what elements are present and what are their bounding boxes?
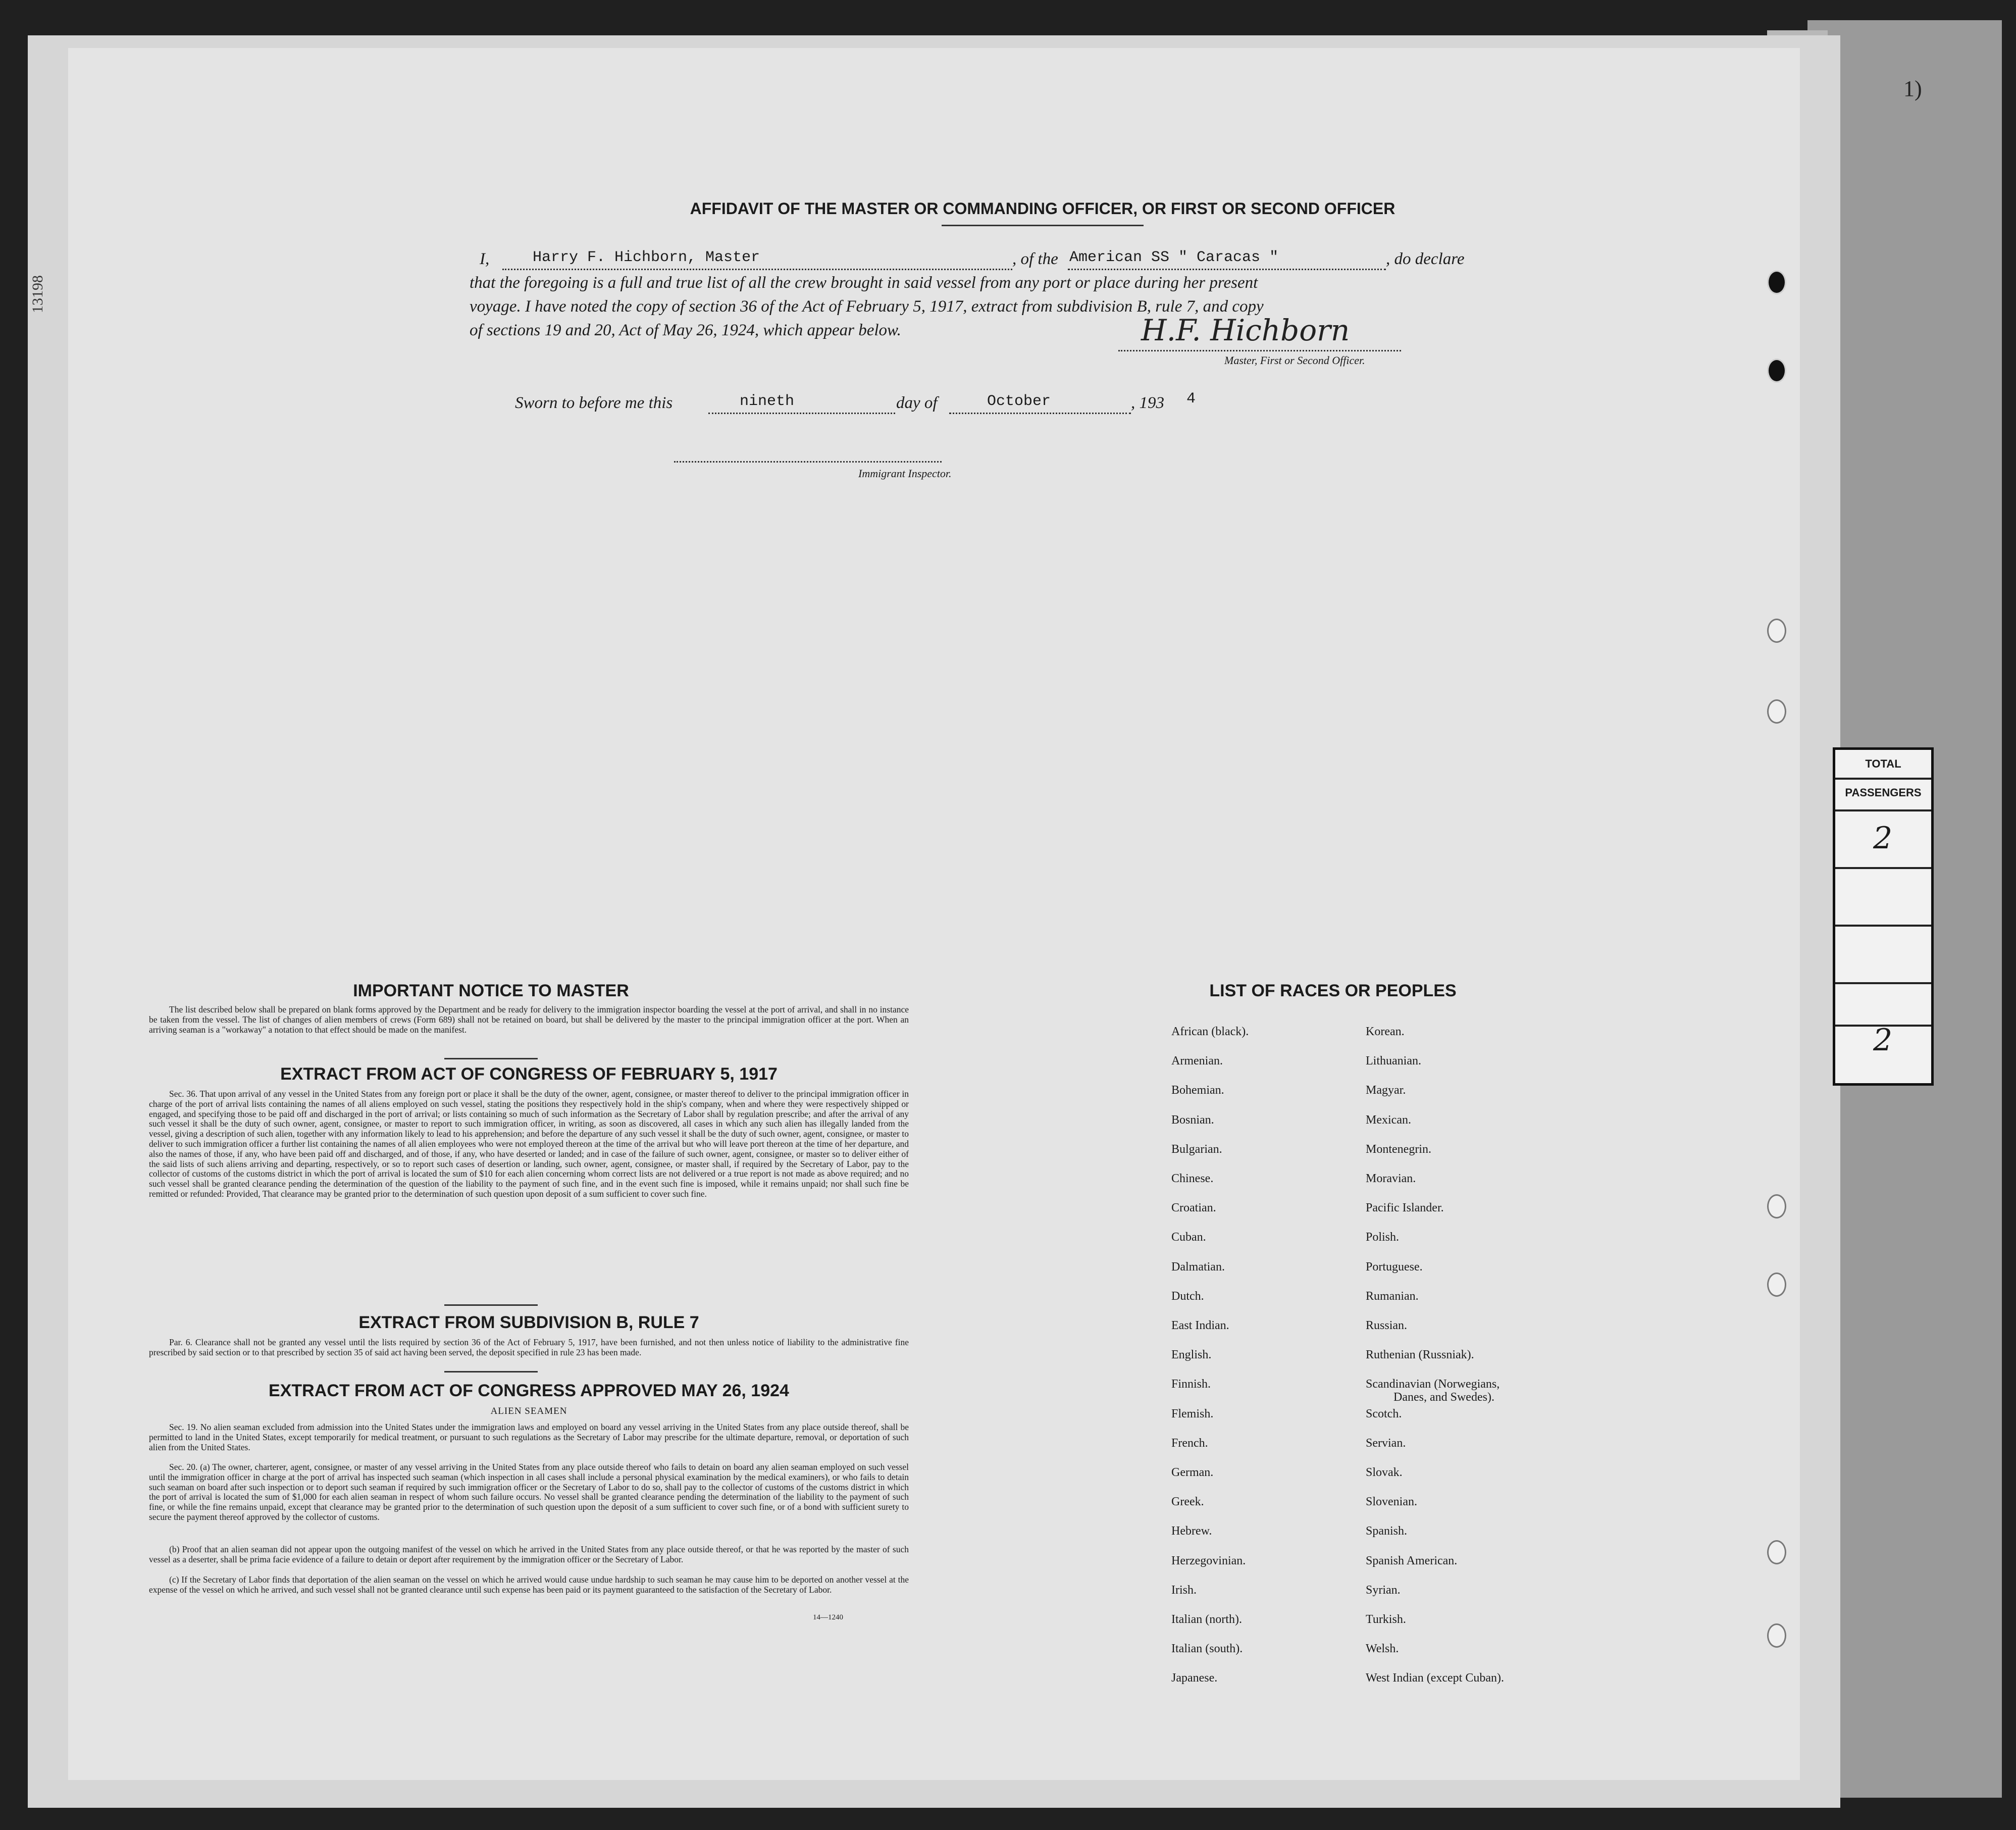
punch-hole (1767, 1194, 1786, 1218)
sworn-prefix: Sworn to before me this (515, 394, 673, 412)
race-item: Pacific Islander. (1366, 1201, 1444, 1215)
affidavit-line-3: voyage. I have noted the copy of section 36 of the Act of February 5, 1917, extract from subdivision B, rule 7, and copy (470, 297, 1264, 316)
affidavit-sheet (68, 48, 1800, 1780)
punch-hole (1767, 359, 1786, 383)
race-item: Scotch. (1366, 1407, 1402, 1420)
sworn-day: nineth (740, 393, 795, 410)
punch-hole (1767, 1623, 1786, 1648)
race-item: Spanish American. (1366, 1554, 1458, 1567)
day-line (708, 413, 895, 414)
do-declare-text: , do declare (1386, 250, 1465, 268)
race-item: West Indian (except Cuban). (1366, 1671, 1504, 1685)
section-rule (444, 1058, 538, 1059)
race-item: Servian. (1366, 1436, 1406, 1450)
race-item: Slovak. (1366, 1466, 1403, 1479)
race-item: African (black). (1171, 1025, 1249, 1038)
race-item: Finnish. (1171, 1378, 1211, 1391)
race-item: Greek. (1171, 1495, 1204, 1509)
of-the-text: , of the (1012, 250, 1058, 268)
race-item: Montenegrin. (1366, 1142, 1431, 1156)
race-item: Welsh. (1366, 1642, 1399, 1656)
race-item: French. (1171, 1436, 1208, 1450)
form-number: 14—1240 (813, 1613, 843, 1621)
stamp-label-passengers: PASSENGERS (1845, 786, 1922, 799)
title-rule (942, 225, 1144, 226)
race-item: Croatian. (1171, 1201, 1216, 1215)
notice-heading: IMPORTANT NOTICE TO MASTER (353, 981, 629, 1000)
stamp-value-top: 2 (1873, 821, 1893, 856)
punch-hole (1767, 619, 1786, 643)
race-item: Bosnian. (1171, 1113, 1214, 1127)
sec20b-text: (b) Proof that an alien seaman did not appear upon the outgoing manifest of the vessel on which he arrived in the United States from any place outside thereof, or that he was reported by the master of such vessel as a deserter, shall be prima facie evidence of a failure to detain or deport after requirement by the immigration officer or the Secretary of Labor. (149, 1544, 909, 1564)
race-item: Armenian. (1171, 1054, 1223, 1068)
race-item: Italian (north). (1171, 1613, 1242, 1626)
race-item: Magyar. (1366, 1084, 1406, 1097)
race-item: East Indian. (1171, 1319, 1229, 1332)
alien-seamen-subheading: ALIEN SEAMEN (490, 1406, 567, 1416)
month-line (949, 413, 1131, 414)
margin-stamp: 13198 (29, 275, 46, 313)
race-item: Syrian. (1366, 1583, 1401, 1597)
punch-hole (1767, 270, 1786, 294)
vessel-line (1068, 269, 1386, 270)
inspector-line (674, 461, 942, 463)
race-item: Slovenian. (1366, 1495, 1417, 1509)
extract-1924-heading: EXTRACT FROM ACT OF CONGRESS APPROVED MAY 26, 1924 (269, 1381, 789, 1400)
race-item: Korean. (1366, 1025, 1405, 1038)
extract-1917-heading: EXTRACT FROM ACT OF CONGRESS OF FEBRUARY 5, 1917 (280, 1064, 778, 1084)
punch-hole (1767, 1540, 1786, 1564)
race-item: Spanish. (1366, 1524, 1408, 1538)
total-passengers-stamp (1833, 747, 1934, 1086)
extract-1917-text: Sec. 36. That upon arrival of any vessel in the United States from any foreign port or place it shall be the duty of the owner, agent, consignee, or master thereof to deliver to the principal immigration officer in charge of the port of arrival lists containing the names of all aliens employed on such vessel, stating the positions they respectively hold in the ship's company, when and where they were respectively shipped or engaged, and specifying those to be paid off and discharged in the port of arrival; or lists containing so much of such information as the Secretary of Labor shall by regulation prescribe; and after the arrival of any such vessel it shall be the duty of such owner, agent, consignee, or master to report to such immigration officer, in writing, as soon as discovered, all cases in which any such alien has illegally landed from the vessel, giving a description of such alien, together with any information likely to lead to his apprehension; and before the departure of any such vessel it shall be the duty of such owner, agent, consignee, or master to deliver to such immigration officer a further list containing the names of all alien employees who were not employed thereon at the time of the arrival but who will leave port thereon at the time of her departure, and also the names of those, if any, who have been paid off and discharged, and of those, if any, who have deserted or landed; and in case of the failure of such owner, agent, consignee, or master so to deliver either of the said lists of such aliens arriving and departing, respectively, or so to report such cases of desertion or landing, such owner, agent, consignee, or master shall, if required by the Secretary of Labor, pay to the collector of customs of the customs district in which the port of arrival is located the sum of $10 for each alien concerning whom correct lists are not delivered or a true report is not made as above required; and no such vessel shall be granted clearance pending the determination of the question of the liability to the payment of such fine, and in the event such fine is imposed, while it remains unpaid; nor shall such fine be remitted or refunded: Provided, That clearance may be granted prior to the determination of such question upon deposit of a sum sufficient to cover such fine. (149, 1089, 909, 1199)
race-item: Hebrew. (1171, 1524, 1212, 1538)
sec20c-text: (c) If the Secretary of Labor finds that deportation of the alien seaman on the vessel on which he arrived would cause undue hardship to such seaman he may cause him to be deported on another vessel at the expense of the vessel on which he arrived, and such vessel shall not be granted clearance until such expense has been paid or its payment guaranteed to the satisfaction of the Secretary of Labor. (149, 1574, 909, 1595)
stamp-label-total: TOTAL (1865, 757, 1901, 770)
punch-hole (1767, 699, 1786, 724)
race-item: Moravian. (1366, 1172, 1416, 1185)
race-item: Bulgarian. (1171, 1142, 1222, 1156)
rule7-heading: EXTRACT FROM SUBDIVISION B, RULE 7 (358, 1313, 699, 1332)
race-item: Portuguese. (1366, 1260, 1423, 1274)
race-item: Bohemian. (1171, 1084, 1224, 1097)
master-name-line (502, 269, 1012, 270)
race-item: Japanese. (1171, 1671, 1218, 1685)
race-item: English. (1171, 1348, 1212, 1362)
races-heading: LIST OF RACES OR PEOPLES (1209, 981, 1457, 1000)
race-item: Herzegovinian. (1171, 1554, 1246, 1567)
punch-hole (1767, 1273, 1786, 1297)
race-item: Irish. (1171, 1583, 1197, 1597)
affidavit-title: AFFIDAVIT OF THE MASTER OR COMMANDING OFFICER, OR FIRST OR SECOND OFFICER (690, 199, 1395, 218)
race-item: Dutch. (1171, 1289, 1204, 1303)
race-item: Russian. (1366, 1319, 1408, 1332)
year-prefix: , 193 (1131, 394, 1164, 412)
notice-text: The list described below shall be prepared on blank forms approved by the Department and be ready for delivery to the immigration inspector boarding the vessel at the port of arrival, and shall in no instance be taken from the vessel. The list of changes of alien members of crews (Form 689) shall not be retained on board, but shall be delivered by the master to the principal immigration officer at the port. When an arriving seaman is a "workaway" a notation to that effect should be made on the manifest. (149, 1004, 909, 1035)
race-item: Scandinavian (Norwegians, (1366, 1378, 1500, 1391)
signature-line (1118, 350, 1401, 351)
race-item: Lithuanian. (1366, 1054, 1421, 1068)
signature-caption: Master, First or Second Officer. (1224, 354, 1365, 367)
affidavit-i: I, (480, 250, 490, 268)
master-name: Harry F. Hichborn, Master (533, 249, 760, 266)
race-item: Flemish. (1171, 1407, 1214, 1420)
affidavit-line-2: that the foregoing is a full and true list of all the crew brought in said vessel from any port or place during her present (470, 274, 1258, 292)
section-rule (444, 1304, 538, 1306)
race-item: Rumanian. (1366, 1289, 1419, 1303)
stamp-value-bottom: 2 (1873, 1023, 1893, 1058)
race-item: Dalmatian. (1171, 1260, 1225, 1274)
inspector-caption: Immigrant Inspector. (858, 467, 952, 480)
race-item: Chinese. (1171, 1172, 1214, 1185)
race-item: Polish. (1366, 1231, 1400, 1244)
race-item: Turkish. (1366, 1613, 1406, 1626)
sec19-text: Sec. 19. No alien seaman excluded from admission into the United States under the immigration laws and employed on board any vessel arriving in the United States from any place outside thereof, shall be permitted to land in the United States, except temporarily for medical treatment, or pursuant to such regulations as the Secretary of Labor may prescribe for the ultimate departure, removal, or deportation of such alien from the United States. (149, 1422, 909, 1452)
year-digit: 4 (1186, 390, 1196, 408)
race-item: Mexican. (1366, 1113, 1411, 1127)
race-item: German. (1171, 1466, 1214, 1479)
race-item: Italian (south). (1171, 1642, 1243, 1656)
corner-mark: 1) (1903, 76, 1922, 101)
rule7-text: Par. 6. Clearance shall not be granted any vessel until the lists required by section 36 of the Act of February 5, 1917, have been furnished, and not then unless notice of liability to the administrative fine prescribed by said section or to that prescribed by section 35 of said act having been served, the deposit specified in rule 23 has been made. (149, 1337, 909, 1357)
race-item: Ruthenian (Russniak). (1366, 1348, 1474, 1362)
sec20a-text: Sec. 20. (a) The owner, charterer, agent, consignee, or master of any vessel arriving in the United States from any place outside thereof who fails to detain on board any alien seaman employed on such vessel until the immigration officer in charge at the port of arrival has inspected such seaman (which inspection in all cases shall include a personal physical examination by the medical examiners), or who fails to detain such seaman on board after such inspection or to deport such seaman if required by such immigration officer or the Secretary of Labor to do so, shall pay to the collector of customs of the customs district in which the port of arrival is located the sum of $1,000 for each alien seaman in respect of whom such failure occurs. No vessel shall be granted clearance pending the determination of the liability to the payment of such fine, or while the fine remains unpaid, except that clearance may be granted prior to the determination of such question upon the deposit of a sum sufficient to cover such fine, or of a bond with sufficient surety to secure the payment thereof approved by the collector of customs. (149, 1462, 909, 1522)
section-rule (444, 1371, 538, 1372)
race-item: Cuban. (1171, 1231, 1206, 1244)
affidavit-line-4: of sections 19 and 20, Act of May 26, 1924, which appear below. (470, 321, 901, 339)
master-signature: H.F. Hichborn (1141, 313, 1350, 347)
day-of-text: day of (896, 394, 938, 412)
race-item: Danes, and Swedes). (1393, 1391, 1494, 1404)
vessel-name: American SS " Caracas " (1069, 249, 1279, 266)
sworn-month: October (987, 393, 1051, 410)
